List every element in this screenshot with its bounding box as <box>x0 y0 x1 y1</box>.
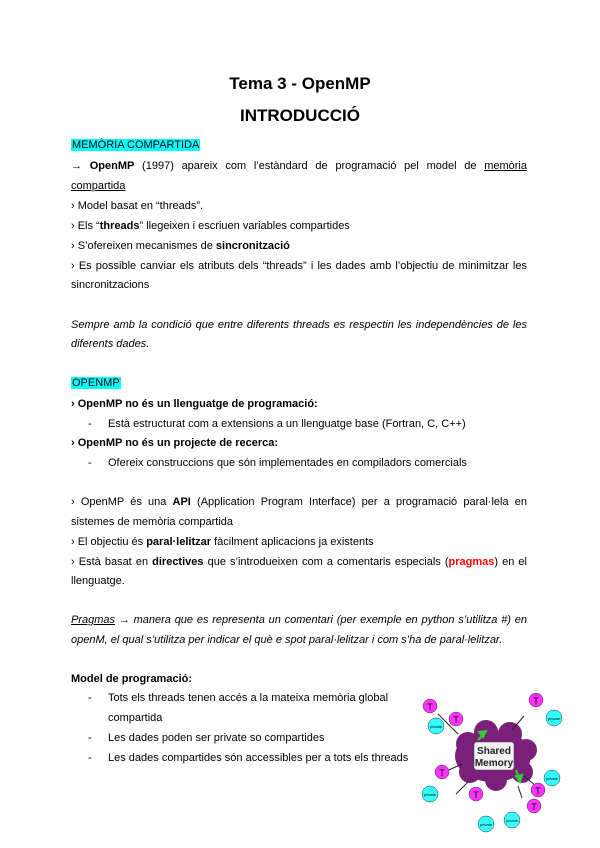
red-pragmas: pragmas <box>448 556 495 568</box>
bold-directives: directives <box>152 556 204 568</box>
pragmas-note-l2: openM, el qual s’utilitza per indicar el què e spot paral·lelitzar i com s’ha de paral·lelitzar. <box>71 634 503 646</box>
bullet-no-recerca: › OpenMP no és un projecte de recerca: <box>71 437 279 449</box>
text-run: fàcilment aplicacions ja existents <box>211 536 374 548</box>
private-label: private <box>545 776 559 781</box>
bold-api: API <box>172 496 191 508</box>
bullet-directives-l1 <box>71 555 527 569</box>
text-run: que s’introdueixen com a comentaris especials ( <box>203 556 449 568</box>
subitem-text: Les dades compartides són accessibles per a tots els threads <box>108 752 409 764</box>
bold-threads: threads <box>99 220 140 232</box>
private-label: private <box>423 792 437 797</box>
text-run: › S’ofereixen mecanismes de <box>71 240 216 252</box>
arrow-glyph: → <box>71 160 90 172</box>
doc-title: Tema 3 - OpenMP <box>229 74 371 93</box>
subitem-dades-compartides: - Les dades compartides són accessibles per a tots els threads <box>88 752 409 764</box>
bullet-atributs-l2: sincronitzacions <box>71 279 150 291</box>
text-run: › Els “ <box>71 220 100 232</box>
text-run: ” llegeixen i escriuen variables compartides <box>139 220 350 232</box>
bullet-directives-l2: llenguatge. <box>71 575 125 587</box>
thread-label: T <box>439 768 445 778</box>
thread-label: T <box>531 802 537 812</box>
paragraph-api-l2: sistemes de memòria compartida <box>71 516 234 528</box>
bullet-model-threads: › Model basat en “threads”. <box>71 200 204 212</box>
thread-label: T <box>453 715 459 725</box>
subitem-acces-memoria: - Tots els threads tenen accés a la mateixa memòria global <box>88 692 389 704</box>
underlined-pragmas: Pragmas <box>71 614 116 626</box>
subitem-text: Tots els threads tenen accés a la mateixa memòria global <box>108 692 389 704</box>
thread-label: T <box>427 702 433 712</box>
subitem-text: Ofereix construccions que són implementades en compiladors comercials <box>108 457 467 469</box>
paragraph-api-l1 <box>71 495 527 509</box>
underlined-term: compartida <box>71 180 126 192</box>
text-run: › El objectiu és <box>71 536 147 548</box>
paragraph-openmp-intro <box>71 159 527 173</box>
subitem-construccions: - Ofereix construccions que són implementades en compiladors comercials <box>88 457 467 469</box>
subitem-acces-memoria-l2: compartida <box>108 712 163 724</box>
italic-note-l1: Sempre amb la condició que entre diferents threads es respectin les independències de les <box>71 319 527 331</box>
subitem-text: Està estructurat com a extensions a un llenguatge base (Fortran, C, C++) <box>108 418 466 430</box>
memory-label-l2: Memory <box>474 758 514 769</box>
section-heading-memoria <box>71 138 527 152</box>
bullet-atributs-l1: › Es possible canviar els atributs dels “threads” i les dades amb l’objectiu de minimitzar les <box>71 260 527 272</box>
highlighted-heading: OPENMP <box>72 377 120 389</box>
section-heading-model: Model de programació: <box>71 673 193 685</box>
bullet-paralelitzar <box>71 535 527 549</box>
italic-note-l2: diferents dades. <box>71 338 150 350</box>
thread-label: T <box>473 790 479 800</box>
private-label: private <box>505 818 519 823</box>
text-run: › OpenMP és una <box>71 496 173 508</box>
memory-label-l1: Shared <box>477 746 511 757</box>
text-run: (1997) apareix com l’estàndard de programació pel model de <box>134 160 485 172</box>
shared-memory-diagram <box>416 686 566 836</box>
subitem-dades-private: - Les dades poden ser private so compartides <box>88 732 325 744</box>
text-run: → manera que es representa un comentari (per exemple en python s’utilitza #) en <box>115 614 527 626</box>
highlighted-heading: MEMÒRIA COMPARTIDA <box>72 139 200 151</box>
shared-memory-cloud <box>455 720 537 791</box>
bold-paralelitzar: paral·lelitzar <box>146 536 212 548</box>
doc-subtitle: INTRODUCCIÓ <box>240 106 360 125</box>
private-label: private <box>547 716 561 721</box>
bold-openmp: OpenMP <box>89 160 135 172</box>
text-run: (Application Program Interface) per a programació paral·lela en <box>190 496 527 508</box>
private-label: private <box>479 822 493 827</box>
bullet-sincronitzacio <box>71 239 527 253</box>
bold-sincronitzacio: sincronització <box>215 240 290 252</box>
thread-label: T <box>535 786 541 796</box>
section-heading-openmp <box>71 376 527 390</box>
bullet-threads-rw <box>71 219 527 233</box>
private-label: private <box>429 724 443 729</box>
thread-label: T <box>533 696 539 706</box>
subitem-text: Les dades poden ser private so compartides <box>108 732 325 744</box>
pragmas-note-l1 <box>71 613 527 627</box>
underlined-term: memòria <box>484 160 527 172</box>
text-run: › Està basat en <box>71 556 153 568</box>
bullet-no-llenguatge: › OpenMP no és un llenguatge de programació: <box>71 398 318 410</box>
text-run: ) en el <box>494 556 527 568</box>
subitem-extensions: - Està estructurat com a extensions a un llenguatge base (Fortran, C, C++) <box>88 418 466 430</box>
paragraph-openmp-intro-l2 <box>71 179 527 193</box>
